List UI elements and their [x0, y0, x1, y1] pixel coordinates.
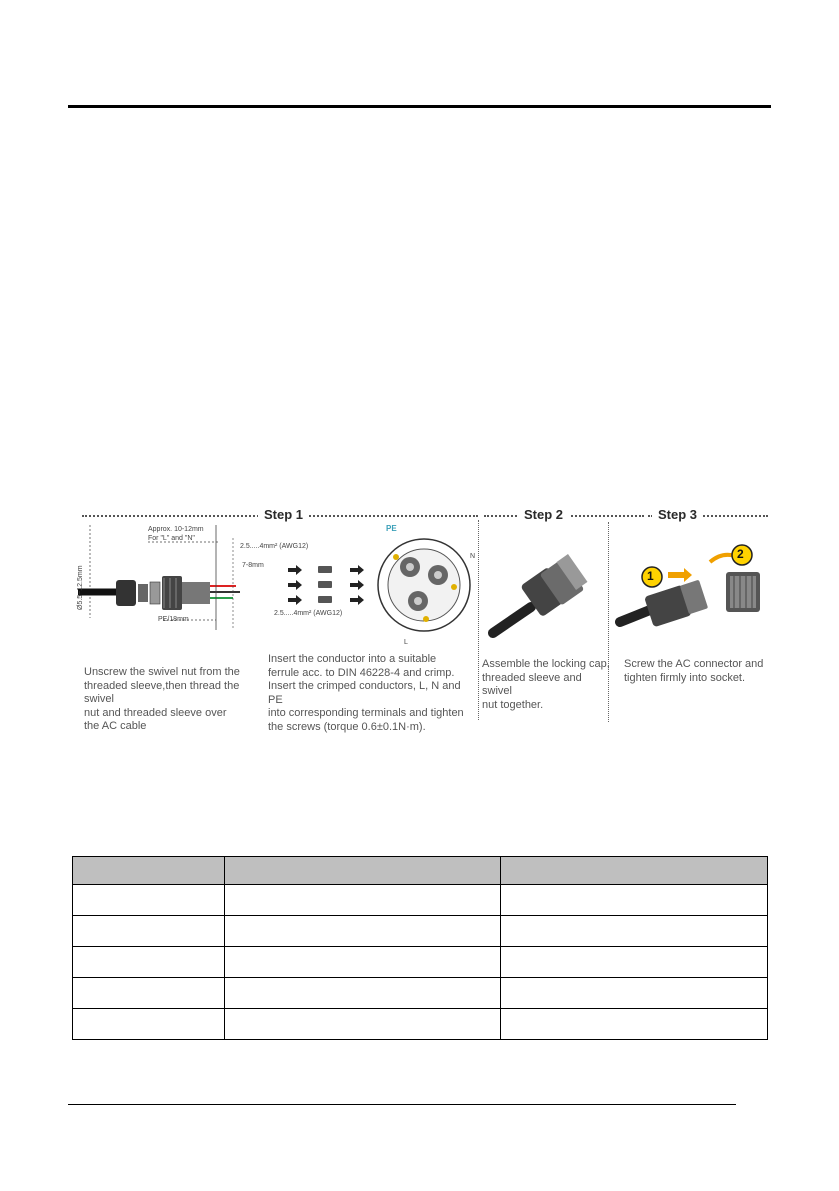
screw-into-socket-drawing — [618, 540, 768, 635]
step-separator — [478, 520, 479, 720]
header-rule — [68, 105, 771, 108]
step2-caption: Assemble the locking cap, threaded sleeve and swivel nut together. — [482, 658, 610, 711]
strip-length-label: 7-8mm — [242, 562, 264, 569]
terminal-face-drawing — [374, 535, 474, 635]
step3-badge-1: 1 — [647, 569, 654, 583]
for-l-n-label: For "L" and "N" — [148, 535, 195, 542]
table-header-cell — [73, 857, 225, 885]
table-row — [73, 947, 768, 978]
step3-caption: Screw the AC connector and tighten firmly into socket. — [624, 658, 764, 684]
table-cell — [73, 916, 225, 947]
step3-badge-2: 2 — [737, 547, 744, 561]
table-header-cell — [501, 857, 768, 885]
step3-title: Step 3 — [652, 507, 703, 523]
table-cell — [73, 978, 225, 1009]
footer-rule — [68, 1104, 736, 1105]
table-cell — [225, 916, 501, 947]
cross-section-label-bottom: 2.5.....4mm² (AWG12) — [274, 610, 343, 617]
ac-connector-assembly-figure — [77, 500, 768, 733]
ferrule-arrows-drawing — [288, 565, 368, 615]
specification-table — [72, 856, 768, 1040]
table-cell — [501, 885, 768, 916]
table-header-row — [73, 857, 768, 885]
table-cell — [225, 978, 501, 1009]
table-row — [73, 885, 768, 916]
table-cell — [501, 1009, 768, 1040]
table-cell — [225, 1009, 501, 1040]
assembled-connector-drawing — [483, 545, 603, 640]
table-cell — [73, 947, 225, 978]
table-cell — [73, 885, 225, 916]
pe-terminal-label: PE — [386, 524, 397, 533]
cross-section-label-top: 2.5.....4mm² (AWG12) — [240, 543, 309, 550]
step2-title: Step 2 — [518, 507, 569, 523]
table-cell — [225, 885, 501, 916]
table-cell — [501, 947, 768, 978]
l-terminal-label: L — [404, 639, 408, 646]
diameter-label: Ø5.5~12.5mm — [77, 565, 84, 610]
table-header-cell — [225, 857, 501, 885]
table-cell — [501, 978, 768, 1009]
pe-length-label: PE/18mm — [158, 616, 189, 623]
approx-length-label: Approx. 10-12mm — [148, 526, 204, 533]
table-row — [73, 916, 768, 947]
table-cell — [73, 1009, 225, 1040]
step1-caption-unscrew: Unscrew the swivel nut from the threaded sleeve,then thread the swivel nut and threaded sleeve over the AC cable — [84, 666, 240, 732]
n-terminal-label: N — [470, 553, 476, 560]
table-row — [73, 1009, 768, 1040]
table-row — [73, 978, 768, 1009]
step1-caption-insert: Insert the conductor into a suitable ferrule acc. to DIN 46228-4 and crimp. Insert the crimped conductors, L, N and PE into corresponding terminals and tighten the screws (torque 0.6±0.1N·m). — [268, 653, 464, 733]
table-cell — [225, 947, 501, 978]
step1-title: Step 1 — [258, 507, 309, 523]
table-cell — [501, 916, 768, 947]
